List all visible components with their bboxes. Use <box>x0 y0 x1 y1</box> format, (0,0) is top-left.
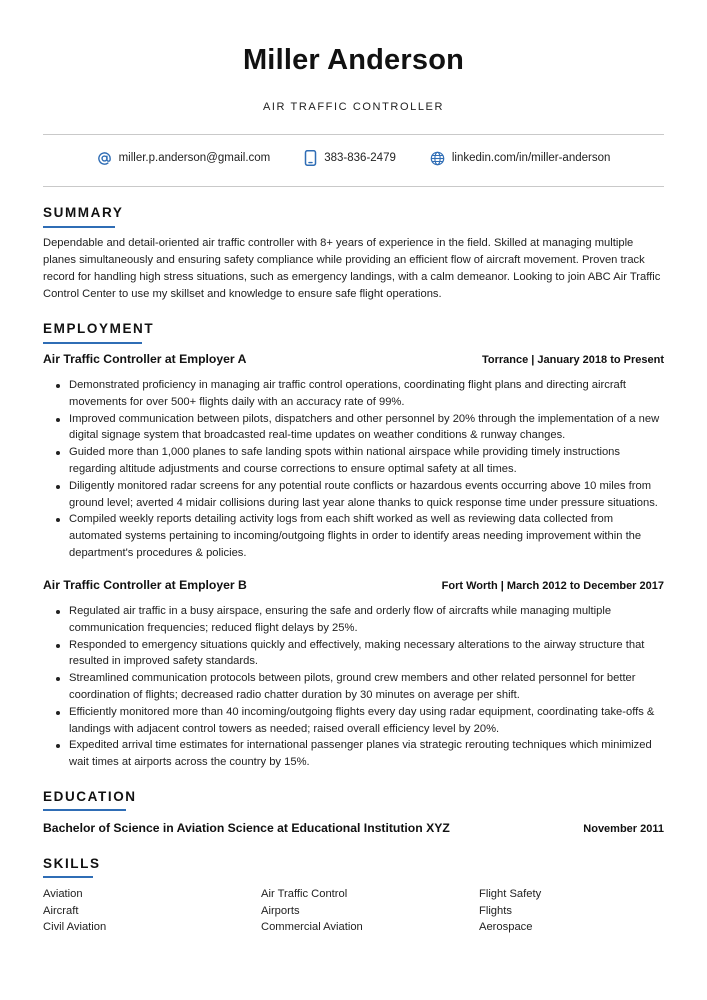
summary-underline <box>43 226 115 228</box>
job-header <box>43 578 664 592</box>
skill-item: Aviation <box>43 888 83 900</box>
skill-item: Flights <box>479 904 512 917</box>
header-divider-top <box>43 134 664 135</box>
job-bullets <box>43 603 664 771</box>
phone-icon <box>304 150 317 166</box>
contact-linkedin[interactable] <box>430 151 611 166</box>
globe-icon <box>430 151 445 166</box>
job-bullet: Expedited arrival time estimates for international passenger planes via strategic rerouting techniques which minimized wait times at airports across the country by 15%. <box>43 737 664 771</box>
job-bullet: Diligently monitored radar screens for any potential route conflicts or hazardous events occurring above 10 miles from ground level; averted 4 midair collisions during last year alone thanks to quick response time under pressure situations. <box>43 478 664 512</box>
skills-heading: SKILLS <box>43 856 101 871</box>
contact-bar <box>43 150 664 166</box>
job-bullets <box>43 377 664 562</box>
job-bullet: Guided more than 1,000 planes to safe landing spots within national airspace while providing timely instructions regarding altitude adjustments and course corrections to ensure optimal safety at all times. <box>43 444 664 478</box>
job-bullet: Regulated air traffic in a busy airspace, ensuring the safe and orderly flow of aircrafts while managing multiple communication frequencies; reduced flight delays by 25%. <box>43 603 664 637</box>
skill-item: Flight Safety <box>479 888 542 900</box>
summary-text: Dependable and detail-oriented air traffic controller with 8+ years of experience in the field. Skilled at managing multiple planes simultaneously and ensuring safety compliance while providing an efficient flow of aircraft movement. Proven track record for handling high stress situations, such as emergency landings, with a calm demeanor. Looking to join ABC Air Traffic Control Center to use my skillset and knowledge to ensure safe flight operations. <box>43 237 661 300</box>
candidate-title: AIR TRAFFIC CONTROLLER <box>262 101 445 113</box>
job-bullet: Streamlined communication protocols between pilots, ground crew members and other related personnel for better coordination of flights; decreased radio chatter duration by 30 minutes on average per shift. <box>43 670 664 704</box>
job-header <box>43 352 664 366</box>
job-bullet: Compiled weekly reports detailing activity logs from each shift worked as well as reviewing data collected from automated systems pertaining to incoming/outgoing flights in order to identify areas needing improvement within the department's procedures & policies. <box>43 511 664 561</box>
job-location-dates: Torrance | January 2018 to Present <box>481 354 664 366</box>
job-bullet: Efficiently monitored more than 40 incoming/outgoing flights every day using radar equipment, coordinating take-offs & landings with adjacent control towers as needed; raised overall efficiency level by 20%. <box>43 704 664 738</box>
education-underline <box>43 809 126 811</box>
job-role: Air Traffic Controller at Employer A <box>43 352 247 366</box>
employment-underline <box>43 342 142 344</box>
education-date: November 2011 <box>583 823 664 835</box>
contact-email[interactable] <box>97 151 271 166</box>
skills-underline <box>43 876 93 878</box>
employment-heading: EMPLOYMENT <box>43 321 155 336</box>
at-sign-icon <box>97 151 112 166</box>
contact-phone-text: 383-836-2479 <box>324 152 396 164</box>
education-degree: Bachelor of Science in Aviation Science at Educational Institution XYZ <box>43 821 450 835</box>
skill-item: Aircraft <box>43 904 79 917</box>
skill-item: Airports <box>261 904 300 917</box>
education-heading: EDUCATION <box>43 789 137 804</box>
skill-item: Aerospace <box>479 921 533 934</box>
contact-linkedin-text: linkedin.com/in/miller-anderson <box>451 152 611 164</box>
job-bullet: Responded to emergency situations quickly and effectively, making necessary alterations to the airway structure that resulted in improved safety standards. <box>43 637 664 671</box>
skill-item: Civil Aviation <box>43 921 107 934</box>
job-location-dates: Fort Worth | March 2012 to December 2017 <box>441 580 664 592</box>
skill-item: Air Traffic Control <box>261 888 348 900</box>
skill-item: Commercial Aviation <box>261 921 363 934</box>
skills-grid <box>43 886 664 936</box>
header-divider-bottom <box>43 186 664 187</box>
contact-phone[interactable] <box>304 150 396 166</box>
job-bullet: Improved communication between pilots, dispatchers and other personnel by 20% through the implementation of a new digital signage system that broadcasted real-time updates on weather conditions & runway changes. <box>43 411 664 445</box>
education-entry <box>43 821 664 835</box>
candidate-name: Miller Anderson <box>242 44 465 76</box>
summary-heading: SUMMARY <box>43 205 124 220</box>
job-bullet: Demonstrated proficiency in managing air traffic control operations, coordinating flight plans and directing aircraft movements for over 500+ flights daily with an accuracy rate of 99%. <box>43 377 664 411</box>
job-role: Air Traffic Controller at Employer B <box>43 578 247 592</box>
contact-email-text: miller.p.anderson@gmail.com <box>118 152 271 164</box>
